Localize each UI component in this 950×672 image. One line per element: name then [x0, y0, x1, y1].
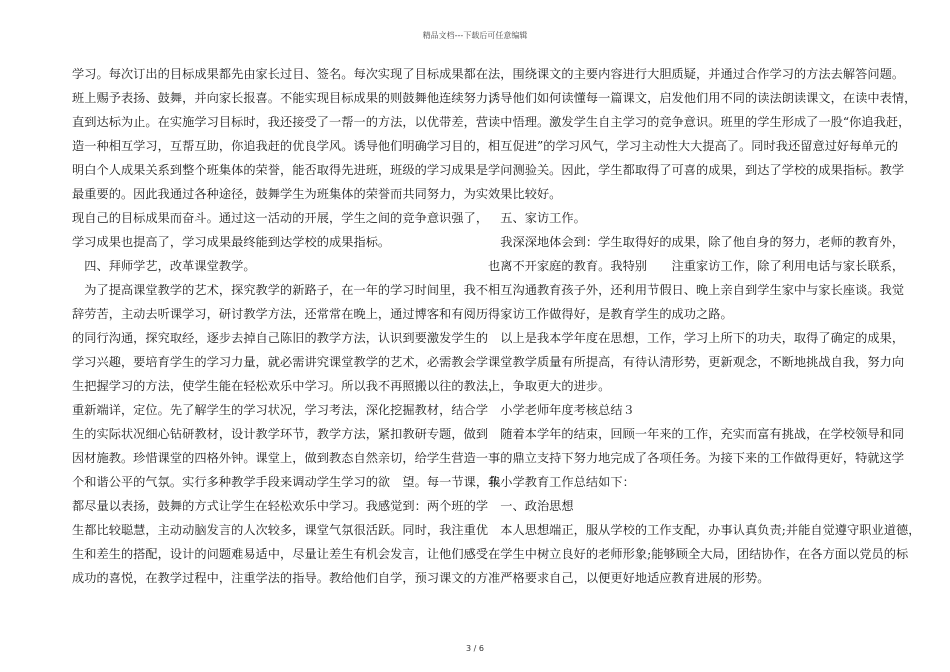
text-line: 以上是我本学年度在思想，工作，学习上所下的功夫，取得了确定的成果， [488, 331, 905, 345]
text-line: 学习兴趣，要培育学生的学习力量，就必需讲究课堂教学的艺术，必需教会学 [72, 355, 489, 369]
text-line: 重新端详，定位。先了解学生的学习状况，学习考法，深化挖掘教材，结合学 [72, 403, 489, 417]
text-line: 也离不开家庭的教育。我特别 注重家访工作，除了利用电话与家长联系， [488, 259, 905, 273]
text-line: 事的鼎立支持下努力地完成了各项任务。为接下来的工作做得更好，特就这学 [488, 451, 905, 465]
text-line: 为了提高课堂教学的艺术，探究教学的新路子，在一年的学习时间里，我不 [72, 283, 489, 297]
text-line: 读中悟理。激发学生自主学习的竞争意识。班里的学生形成了一股“你追我赶， [488, 115, 911, 129]
text-line: 成功的喜悦，在教学过程中，注重学法的指导。教给他们自学，预习课文的方 [72, 571, 489, 585]
text-line: 得家访工作做得好，是教育学生的成功之路。 [488, 307, 733, 321]
text-line: 我深深地体会到：学生取得好的成果，除了他自身的努力，老师的教育外， [488, 235, 905, 249]
text-line: 生把握学习的方法，使学生能在轻松欢乐中学习。所以我不再照搬以往的教法， [72, 379, 501, 393]
text-line: 相互沟通教育孩子外，还利用节假日、晚上亲自到学生家中与家长座谈。我觉 [488, 283, 905, 297]
page-header: 精品文档---下载后可任意编辑 [422, 31, 528, 40]
page-number: 3 / 6 [466, 644, 484, 653]
text-line: 学习成果也提高了，学习成果最终能到达学校的成果指标。 [72, 235, 391, 249]
right-text-column [488, 62, 921, 590]
text-line: 准严格要求自己，以便更好地适应教育进展的形势。 [488, 571, 770, 585]
text-line: 上，争取更大的进步。 [488, 379, 611, 393]
text-line: 班上赐予表扬、鼓舞，并向家长报喜。不能实现目标成果的则鼓舞他连续努力， [72, 91, 501, 105]
text-line: 明白个人成果关系到整个班集体的荣誉，能否取得先进班，班级的学习成果是 [72, 163, 489, 177]
text-line: 最重要的。因此我通过各种途径，鼓舞学生为班集体的荣誉而共同努力，为实 [72, 187, 489, 201]
text-line: 现自己的目标成果而奋斗。通过这一活动的开展，学生之间的竞争意识强了， [72, 211, 489, 225]
text-line: 在学生中树立良好的老师形象;能够顾全大局，团结协作，在各方面以党员的标 [488, 547, 909, 561]
text-line: 小学老师年度考核总结３ [488, 403, 635, 417]
text-line: 直到达标为止。在实施学习目标时，我还接受了一帮一的方法，以优带差，营 [72, 115, 489, 129]
text-line: 随着本学年的结束，回顾一年来的工作，充实而富有挑战，在学校领导和同 [488, 427, 905, 441]
text-line: 一、政治思想 [488, 499, 574, 513]
text-line: 生的实际状况细心钻研教材，设计教学环节，教学方法，紧扣教研专题，做到 [72, 427, 489, 441]
text-line: 都尽量以表扬，鼓舞的方式让学生在轻松欢乐中学习。我感觉到：两个班的学 [72, 499, 489, 513]
text-line: 本人思想端正，服从学校的工作支配，办事认真负责;并能自觉遵守职业道德， [488, 523, 921, 537]
text-line: 因材施教。珍惜课堂的四格外钟。课堂上，做到教态自然亲切，给学生营造一 [72, 451, 489, 465]
text-line: 年小学教育工作总结如下： [488, 475, 635, 489]
left-text-column [72, 62, 501, 590]
text-line: 造一种相互学习，互帮互助，你追我赶的优良学风。诱导他们明确学习目的， [72, 139, 489, 153]
text-line: 效果比较好。 [488, 187, 562, 201]
text-line: 生和差生的搭配，设计的问题难易适中，尽量让差生有机会发言，让他们感受 [72, 547, 489, 561]
text-line: 学习。每次订出的目标成果都先由家长过目、签名。每次实现了目标成果都在 [72, 67, 489, 81]
text-line: 辞劳苦，主动去听课学习，研讨教学方法，还常常在晚上，通过博客和有阅历 [72, 307, 489, 321]
text-line: 相互促进”的学习风气，学习主动性大大提高了。同时我还留意过好每单元的 [488, 139, 899, 153]
text-line: 法，围绕课文的主要内容进行大胆质疑，并通过合作学习的方法去解答问题。 [488, 67, 905, 81]
text-line: 的同行沟通，探究取经，逐步去掉自己陈旧的教学方法，认识到要激发学生的 [72, 331, 489, 345]
text-line: 个和谐公平的气氛。实行多种教学手段来调动学生学习的欲 望。每一节课，我 [72, 475, 501, 489]
text-line: 诱导他们如何读懂每一篇课文，启发他们用不同的读法朗读课文，在读中表情， [488, 91, 917, 105]
text-line: 学问测验关。因此，学生都取得了可喜的成果，到达了学校的成果指标。教学 [488, 163, 905, 177]
text-line: 课堂教学质量有所提高，有待认清形势，更新观念，不断地挑战自我，努力向 [488, 355, 905, 369]
text-line: 生都比较聪慧，主动动脑发言的人次较多，课堂气氛很活跃。同时，我注重优 [72, 523, 489, 537]
text-line: 四、拜师学艺，改革课堂教学。 [72, 259, 256, 273]
text-line: 五、家访工作。 [488, 211, 586, 225]
